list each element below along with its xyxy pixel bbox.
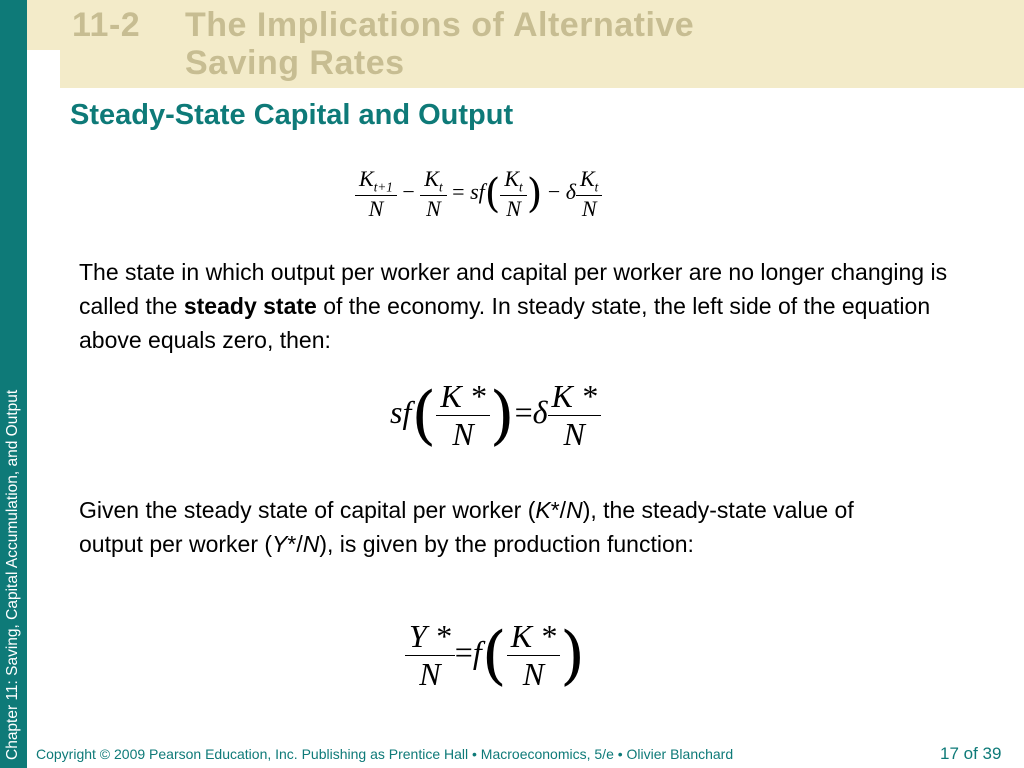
eq2-sf: sf bbox=[390, 393, 412, 430]
eq1-minus-1: − bbox=[402, 179, 415, 205]
slide-title-number: 11-2 bbox=[72, 6, 141, 44]
eq1-minus-2: − bbox=[547, 179, 561, 205]
eq3-equals: = bbox=[454, 633, 473, 670]
eq1-fraction-kt1: $\frac{K_{t+1}}{N}$ bbox=[355, 166, 397, 222]
eq2-equals: = bbox=[514, 393, 533, 430]
eq2-delta: δ bbox=[532, 393, 548, 430]
equation-capital-accumulation: $\frac{K_{t+1}}{N}$ − $\frac{K_t}{N}$ = sf( $\frac{K_t}{N}$ ) − δ $\frac{K_t}{N}$ bbox=[355, 166, 602, 222]
eq3-fraction-y: $\frac{Y *}{N}$ bbox=[405, 618, 455, 693]
eq1-fraction-delta: $\frac{K_t}{N}$ bbox=[576, 166, 602, 222]
slide-subtitle: Steady-State Capital and Output bbox=[70, 99, 514, 131]
eq1-equals: = bbox=[452, 179, 465, 205]
eq2-fraction-left: $\frac{K *}{N}$ bbox=[436, 378, 489, 453]
sidebar-chapter-label: Chapter 11: Saving, Capital Accumulation, and Output bbox=[4, 389, 21, 760]
equation-steady-state: sf( $\frac{K *}{N}$ )=δ $\frac{K *}{N}$ bbox=[390, 378, 601, 453]
steady-state-term: steady state bbox=[183, 293, 317, 319]
slide-title-line1: The Implications of Alternative bbox=[185, 6, 695, 44]
slide-title bbox=[72, 6, 694, 82]
eq1-fraction-kt: $\frac{K_t}{N}$ bbox=[420, 166, 446, 222]
paragraph-steady-state: The state in which output per worker and capital per worker are no longer changing is called the steady state of the economy. In steady state, the left side of the equation above equals zero, then: bbox=[79, 259, 948, 353]
equation-production-function: $\frac{Y *}{N}$ =f( $\frac{K *}{N}$ ) bbox=[405, 618, 585, 693]
sidebar-chapter-label-wrap bbox=[0, 0, 27, 768]
eq3-f: f bbox=[472, 633, 482, 670]
eq3-fraction-k: $\frac{K *}{N}$ bbox=[507, 618, 560, 693]
slide-title-line2: Saving Rates bbox=[185, 44, 405, 82]
eq1-sf: sf bbox=[470, 179, 485, 205]
eq1-fraction-f: $\frac{K_t}{N}$ bbox=[500, 166, 526, 222]
eq2-fraction-right: $\frac{K *}{N}$ bbox=[548, 378, 601, 453]
eq1-delta: δ bbox=[565, 179, 576, 205]
page-number: 17 of 39 bbox=[940, 744, 1002, 763]
footer-copyright: Copyright © 2009 Pearson Education, Inc. Publishing as Prentice Hall • Macroeconomics, 5/e • Olivier Blanchard bbox=[36, 746, 734, 762]
paragraph-steady-state-output: Given the steady state of capital per worker (K*/N), the steady-state value of output per worker (Y*/N), is given by the production function: bbox=[79, 497, 854, 557]
